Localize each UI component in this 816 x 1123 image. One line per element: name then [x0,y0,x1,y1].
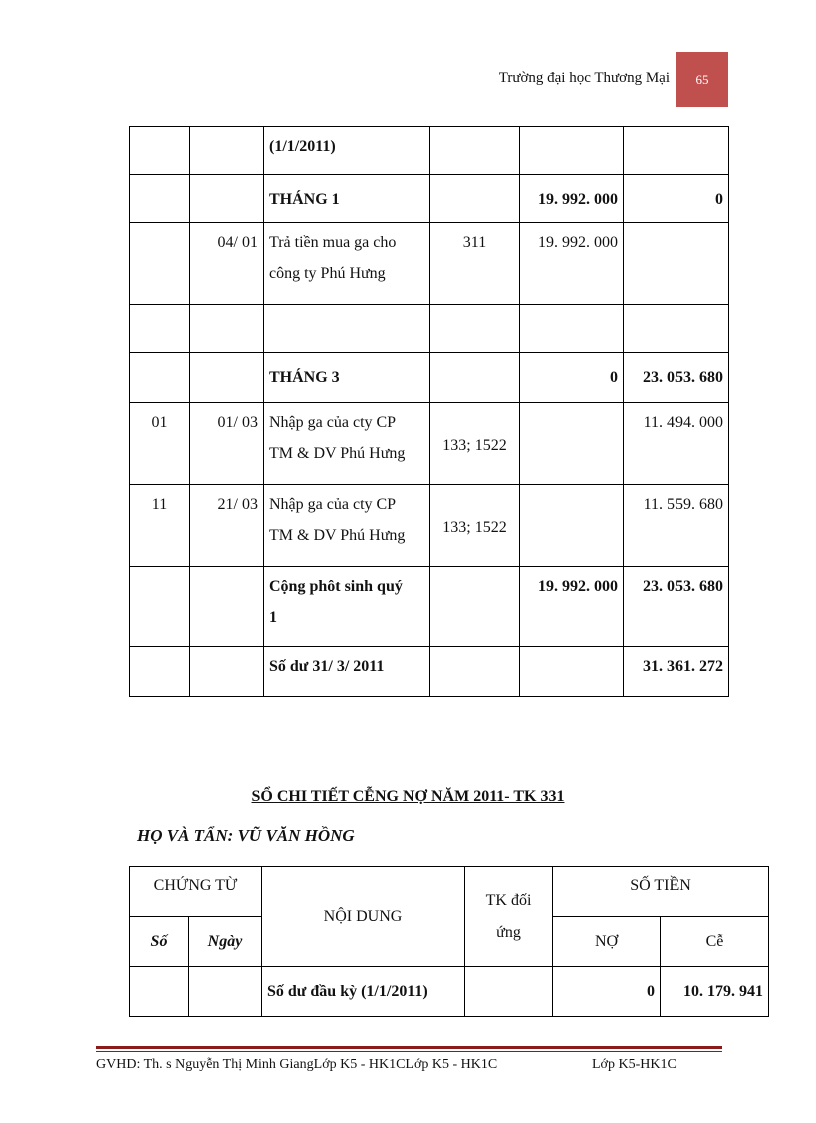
cell-tk [430,567,520,647]
cell-ngay [190,647,264,697]
header-so-tien: SỐ TIỀN [553,867,769,917]
page-number-badge: 65 [676,52,728,107]
cell-noi-dung: THÁNG 3 [264,353,430,403]
footer-divider-thin [96,1051,722,1052]
school-name: Trường đại học Thương Mại [498,70,670,86]
header-no: NỢ [553,917,661,967]
table-row [130,647,729,697]
header-ngay: Ngày [189,917,262,967]
table-row [130,967,769,1017]
cell-co: 31. 361. 272 [624,647,729,697]
debt-ledger-table [129,866,769,1017]
table-row [130,567,729,647]
cell-so [130,647,190,697]
cell-tk: 311 [430,223,520,305]
cell-noi-dung [264,403,430,485]
cell-tk: 133; 1522 [430,403,520,485]
cell-ngay: 01/ 03 [190,403,264,485]
cell-tk [430,647,520,697]
table-row [130,305,729,353]
section-title: SỔ CHI TIẾT CỄNG NỢ NĂM 2011- TK 331 [251,788,565,805]
cell-so [130,353,190,403]
table-row [130,223,729,305]
cell-co: 23. 053. 680 [624,567,729,647]
table-header-row [130,867,769,917]
cell-no: 19. 992. 000 [520,175,624,223]
table-row [130,127,729,175]
cell-so [130,223,190,305]
cell-co: 10. 179. 941 [661,967,769,1017]
cell-co: 0 [624,175,729,223]
cell-co [624,223,729,305]
cell-ngay [190,305,264,353]
cell-line: Trả tiền mua ga cho [269,234,397,251]
table-row [130,403,729,485]
cell-line: công ty Phú Hưng [269,265,386,282]
cell-noi-dung: Số dư đầu kỳ (1/1/2011) [262,967,465,1017]
table-row [130,175,729,223]
cell-so [130,967,189,1017]
cell-no [520,127,624,175]
cell-line: 1 [269,609,277,626]
cell-ngay: 21/ 03 [190,485,264,567]
cell-ngay [190,353,264,403]
cell-line: Cộng phôt sinh quý [269,578,403,595]
cell-no [520,485,624,567]
cell-co: 23. 053. 680 [624,353,729,403]
cell-no [520,647,624,697]
cell-line: Nhập ga của cty CP [269,414,397,431]
cell-no: 19. 992. 000 [520,223,624,305]
cell-so: 11 [130,485,190,567]
table-row [130,485,729,567]
cell-no [520,305,624,353]
cell-noi-dung [264,485,430,567]
cell-no [520,403,624,485]
cell-line: TM & DV Phú Hưng [269,527,406,544]
cell-co: 11. 559. 680 [624,485,729,567]
cell-tk [430,127,520,175]
cell-line: TM & DV Phú Hưng [269,445,406,462]
cell-tk [465,967,553,1017]
cell-ngay [189,967,262,1017]
cell-noi-dung [264,567,430,647]
header-tk-doi-ung [465,867,553,967]
header-co: Cễ [661,917,769,967]
header-line: ứng [496,923,521,941]
cell-co: 11. 494. 000 [624,403,729,485]
cell-noi-dung: Số dư 31/ 3/ 2011 [264,647,430,697]
cell-tk [430,175,520,223]
footer-divider [96,1046,722,1049]
cell-tk [430,305,520,353]
header-so: Số [130,917,189,967]
cell-no: 0 [520,353,624,403]
cell-so [130,305,190,353]
header-chung-tu: CHỨNG TỪ [130,867,262,917]
cell-no: 19. 992. 000 [520,567,624,647]
cell-line: Nhập ga của cty CP [269,496,397,513]
cell-ngay [190,127,264,175]
header-line: TK đối [485,891,532,909]
cell-so [130,127,190,175]
table-row [130,353,729,403]
cell-co [624,305,729,353]
cell-ngay [190,175,264,223]
person-name: HỌ VÀ TẨN: VŨ VĂN HỒNG [137,826,355,845]
footer-class: Lớp K5-HK1C [592,1057,677,1072]
cell-tk [430,353,520,403]
footer-supervisor: GVHD: Th. s Nguyễn Thị Minh GiangLớp K5 - HK1CLớp K5 - HK1C [96,1057,498,1072]
cell-no: 0 [553,967,661,1017]
cell-noi-dung [264,305,430,353]
cell-so [130,175,190,223]
cell-so: 01 [130,403,190,485]
cell-ngay: 04/ 01 [190,223,264,305]
cell-co [624,127,729,175]
cell-noi-dung [264,223,430,305]
cell-noi-dung: (1/1/2011) [264,127,430,175]
ledger-table-continued [129,126,729,697]
cell-tk: 133; 1522 [430,485,520,567]
cell-so [130,567,190,647]
cell-noi-dung: THÁNG 1 [264,175,430,223]
header-noi-dung: NỘI DUNG [262,867,465,967]
cell-ngay [190,567,264,647]
